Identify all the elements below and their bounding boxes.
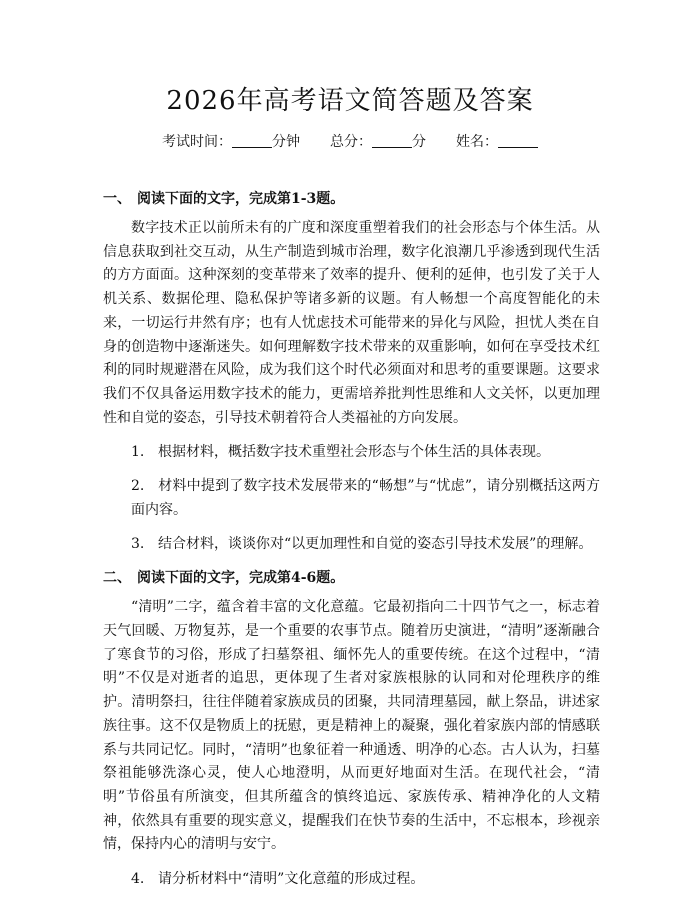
question-item bbox=[103, 867, 600, 891]
student-name-label: 姓名： bbox=[456, 134, 498, 150]
reading-passage: 数字技术正以前所未有的广度和深度重塑着我们的社会形态与个体生活。从信息获取到社交互动，从生产制造到城市治理，数字化浪潮几乎渗透到现代生活的方方面面。这种深刻的变革带来了效率的提升、便利的延伸，也引发了关于人机关系、数据伦理、隐私保护等诸多新的议题。有人畅想一个高度智能化的未来，一切运行井然有序；也有人忧虑技术可能带来的异化与风险，担忧人类在自身的创造物中逐渐迷失。如何理解数字技术带来的双重影响，如何在享受技术红利的同时规避潜在风险，成为我们这个时代必须面对和思考的重要课题。这要求我们不仅具备运用数字技术的能力，更需培养批判性思维和人文关怀，以更加理性和自觉的姿态，引导技术朝着符合人类福祉的方向发展。 bbox=[103, 220, 600, 426]
question-item bbox=[103, 532, 600, 556]
exam-time-label: 考试时间： bbox=[162, 134, 232, 150]
section-number: 一、 bbox=[103, 191, 131, 207]
total-score-label: 总分： bbox=[330, 134, 372, 150]
document-title: 2026年高考语文简答题及答案 bbox=[166, 86, 534, 116]
exam-content bbox=[103, 187, 600, 901]
question-text: 结合材料，谈谈你对“以更加理性和自觉的姿态引导技术发展”的理解。 bbox=[158, 536, 593, 553]
exam-time-blank bbox=[232, 133, 272, 148]
question-item bbox=[103, 440, 600, 464]
question-number: 1. bbox=[131, 444, 145, 461]
question-text: 材料中提到了数字技术发展带来的“畅想”与“忧虑”，请分别概括这两方面内容。 bbox=[131, 478, 600, 519]
question-item bbox=[103, 474, 600, 522]
total-score-blank bbox=[372, 133, 412, 148]
section-heading bbox=[103, 187, 600, 211]
question-text: 请分析材料中“清明”文化意蕴的形成过程。 bbox=[158, 871, 425, 888]
section-instruction: 阅读下面的文字，完成第4-6题。 bbox=[137, 570, 345, 587]
section-instruction: 阅读下面的文字，完成第1-3题。 bbox=[137, 191, 345, 207]
section-heading bbox=[103, 566, 600, 590]
section-number: 二、 bbox=[103, 570, 131, 587]
question-number: 4. bbox=[131, 871, 145, 888]
question-number: 2. bbox=[131, 478, 145, 495]
exam-time-unit: 分钟 bbox=[272, 134, 300, 150]
student-name-blank bbox=[498, 133, 538, 148]
total-score-unit: 分 bbox=[412, 134, 426, 150]
question-text: 根据材料，概括数字技术重塑社会形态与个体生活的具体表现。 bbox=[158, 444, 550, 461]
question-number: 3. bbox=[131, 536, 145, 553]
reading-passage: “清明”二字，蕴含着丰富的文化意蕴。它最初指向二十四节气之一，标志着天气回暖、万物复苏，是一个重要的农事节点。随着历史演进，“清明”逐渐融合了寒食节的习俗，形成了扫墓祭祖、缅怀先人的重要传统。在这个过程中，“清明”不仅是对逝者的追思，更体现了生者对家族根脉的认同和对伦理秩序的维护。清明祭扫，往往伴随着家族成员的团聚，共同清理墓园，献上祭品，讲述家族往事。这不仅是物质上的抚慰，更是精神上的凝聚，强化着家族内部的情感联系与共同记忆。同时，“清明”也象征着一种通透、明净的心态。古人认为，扫墓祭祖能够洗涤心灵，使人心地澄明，从而更好地面对生活。在现代社会，“清明”节俗虽有所演变，但其所蕴含的慎终追远、家族传承、精神净化的人文精神，依然具有重要的现实意义，提醒我们在快节奏的生活中，不忘根本，珍视亲情，保持内心的清明与安宁。 bbox=[103, 599, 600, 853]
exam-info-line bbox=[0, 131, 700, 151]
